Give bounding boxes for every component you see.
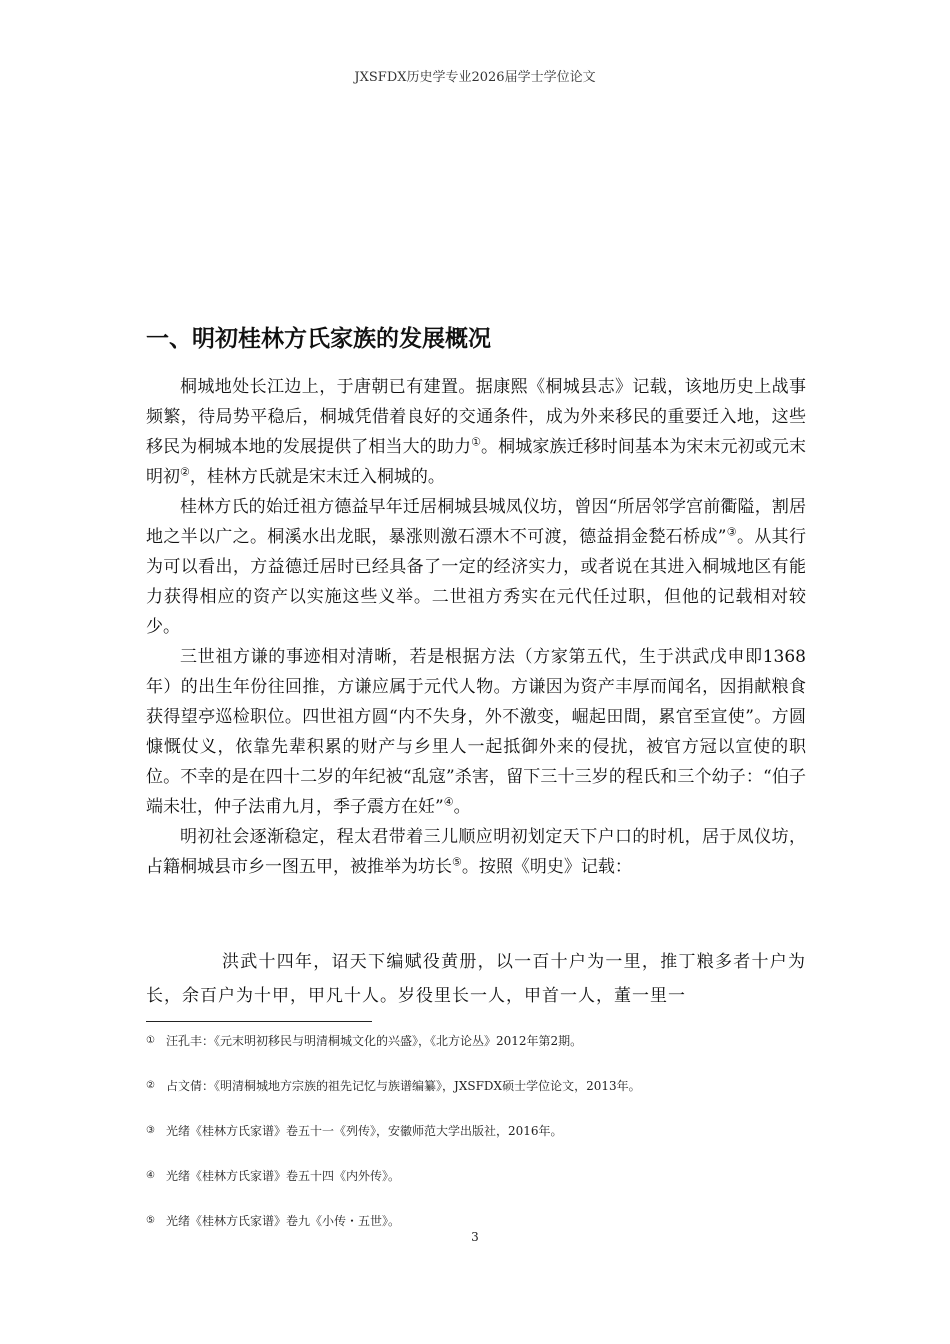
footnote: [146, 1122, 806, 1167]
footnote: [146, 1077, 806, 1122]
footnote-ref[interactable]: ①: [471, 435, 482, 449]
footnote-ref[interactable]: ⑤: [452, 855, 462, 869]
block-quote: 洪武十四年，诏天下编赋役黄册，以一百十户为一里，推丁粮多者十户为长，余百户为十甲，甲凡十人。岁役里长一人，甲首一人，董一里一: [146, 952, 806, 1006]
footnote-text: 光绪《桂林方氏家谱》卷五十四《内外传》。: [166, 1169, 401, 1183]
footnote: [146, 1032, 806, 1077]
paragraph-text: 。按照《明史》记载：: [461, 857, 632, 877]
paragraph-text: 桂林方氏的始迁祖方德益早年迁居桐城县城凤仪坊，曾因“所居邻学宫前衢隘，割居地之半以广之。桐溪水出龙眠，暴涨则激石漂木不可渡，德益捐金甃石桥成”: [146, 497, 806, 547]
paragraph: [146, 492, 806, 642]
paragraph-text: 。桐城家族迁移时间基本为宋末元初或元末明初: [146, 437, 806, 487]
footnote-mark: ④: [146, 1170, 155, 1181]
footnote-text: 光绪《桂林方氏家谱》卷九《小传・五世》。: [166, 1214, 401, 1228]
section-title: 一、明初桂林方氏家族的发展概况: [146, 326, 491, 352]
footnote-mark: ①: [146, 1035, 155, 1046]
paragraph-text: 明初社会逐渐稳定，程太君带着三儿顺应明初划定天下户口的时机，居于凤仪坊，占籍桐城县市乡一图五甲，被推举为坊长: [146, 827, 806, 877]
body-text: [146, 372, 806, 882]
footnote-ref[interactable]: ④: [443, 795, 454, 809]
footnote: [146, 1167, 806, 1212]
footnote-rule: [146, 1021, 372, 1022]
paragraph: [146, 822, 806, 882]
paragraph: [146, 642, 806, 822]
paragraph: [146, 372, 806, 492]
paragraph-text: 三世祖方谦的事迹相对清晰，若是根据方法（方家第五代，生于洪武戊申即1368年）的出生年份往回推，方谦应属于元代人物。方谦因为资产丰厚而闻名，因捐献粮食获得望亭巡检职位。四世祖方圆“内不失身，外不激变，崛起田間，累官至宣使”。方圆慷慨仗义，依靠先辈积累的财产与乡里人一起抵御外来的侵扰，被官方冠以宣使的职位。不幸的是在四十二岁的年纪被“乱寇”杀害，留下三十三岁的程氏和三个幼子：“伯子端未壮，仲子法甫九月，季子震方在妊”: [146, 647, 806, 817]
footnote-text: 占文倩：《明清桐城地方宗族的祖先记忆与族谱编纂》，JXSFDX硕士学位论文，2013年。: [166, 1079, 641, 1093]
footnote-ref[interactable]: ②: [180, 465, 190, 479]
footnotes: [146, 1032, 806, 1257]
footnote-mark: ⑤: [146, 1215, 155, 1226]
footnote-text: 光绪《桂林方氏家谱》卷五十一《列传》，安徽师范大学出版社，2016年。: [166, 1124, 563, 1138]
footnote-mark: ②: [146, 1080, 155, 1091]
page-number: 3: [471, 1230, 479, 1244]
paragraph-text: 。: [453, 797, 471, 817]
footnote-ref[interactable]: ③: [726, 525, 737, 539]
footnote-mark: ③: [146, 1125, 155, 1136]
paragraph-text: 桐城地处长江边上，于唐朝已有建置。据康熙《桐城县志》记载，该地历史上战事频繁，待局势平稳后，桐城凭借着良好的交通条件，成为外来移民的重要迁入地，这些移民为桐城本地的发展提供了相当大的助力: [146, 377, 806, 457]
running-head: JXSFDX历史学专业2026届学士学位论文: [354, 70, 596, 85]
paragraph-text: 。从其行为可以看出，方益德迁居时已经具备了一定的经济实力，或者说在其进入桐城地区有能力获得相应的资产以实施这些义举。二世祖方秀实在元代任过职，但他的记载相对较少。: [146, 527, 806, 637]
footnote-text: 汪孔丰：《元末明初移民与明清桐城文化的兴盛》，《北方论丛》2012年第2期。: [166, 1034, 583, 1048]
paragraph-text: ，桂林方氏就是宋末迁入桐城的。: [189, 467, 445, 487]
